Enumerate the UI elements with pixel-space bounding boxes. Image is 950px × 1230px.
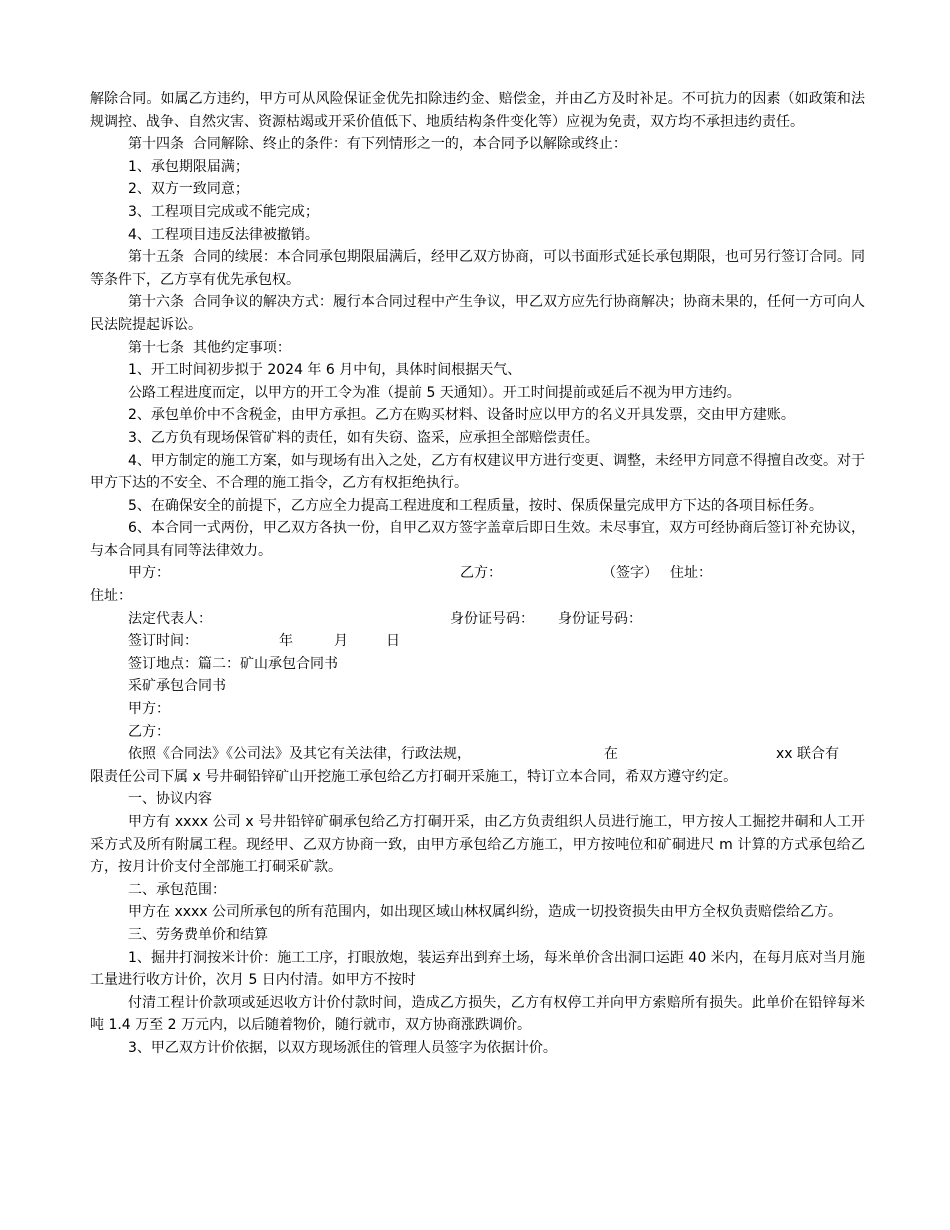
sign-label: （签字） xyxy=(602,565,658,582)
signature-row-address xyxy=(90,585,865,608)
id-number-label: 身份证号码： xyxy=(558,610,642,627)
signature-row-parties xyxy=(90,562,865,585)
contract-page xyxy=(90,88,865,1060)
intro-text: xx 联合有 xyxy=(776,746,840,763)
part2-title: 采矿承包合同书 xyxy=(128,678,226,695)
party-b-label: 乙方： xyxy=(460,565,502,582)
clause-17: 第十七条 其他约定事项： xyxy=(128,339,291,356)
section-heading: 一、协议内容 xyxy=(128,791,212,808)
section-heading: 二、承包范围： xyxy=(128,881,226,898)
section-text: 3、甲乙双方计价依据，以双方现场派住的管理人员签字为依据计价。 xyxy=(128,1039,557,1056)
list-item: 1、承包期限届满； xyxy=(128,158,249,175)
intro-text: 依照《合同法》《公司法》及其它有关法律，行政法规， xyxy=(128,746,471,763)
intro-continued: 限责任公司下属 x 号井硐铅锌矿山开挖施工承包给乙方打硐开采施工，特订立本合同，希双方遵守约定。 xyxy=(90,768,738,785)
list-item: 2、承包单价中不含税金，由甲方承担。乙方在购买材料、设备时应以甲方的名义开具发票，交由甲方建账。 xyxy=(128,407,795,424)
section-text: 甲方在 xxxx 公司所承包的所有范围内，如出现区域山林权属纠纷，造成一切投资损失由甲方全权负责赔偿给乙方。 xyxy=(128,904,843,921)
address-label: 住址： xyxy=(670,565,712,582)
list-item: 1、开工时间初步拟于 2024 年 6 月中旬，具体时间根据天气、 xyxy=(128,362,522,379)
list-item-continued: 公路工程进度而定，以甲方的开工令为准（提前 5 天通知）。开工时间提前或延后不视为甲方违约。 xyxy=(128,384,741,401)
section-text: 付清工程计价款项或延迟收方计价付款时间，造成乙方损失，乙方有权停工并向甲方索赔所有损失。此单价在铅锌每米吨 1.4 万至 2 万元内，以后随着物价，随行就市，双方协商涨跌调价。 xyxy=(90,994,865,1034)
date-label: 签订时间： xyxy=(128,633,198,650)
paragraph: 解除合同。如属乙方违约，甲方可从风险保证金优先扣除违约金、赔偿金，并由乙方及时补足。不可抗力的因素（如政策和法规调控、战争、自然灾害、资源枯竭或开采价值低下、地质结构条件变化等）应视为免责，双方均不承担违约责任。 xyxy=(90,91,865,130)
part2-party-b: 乙方： xyxy=(128,723,170,740)
address-label: 住址： xyxy=(90,588,132,605)
year-label: 年 xyxy=(279,633,293,650)
month-label: 月 xyxy=(334,633,348,650)
day-label: 日 xyxy=(386,633,400,650)
legal-rep-label: 法定代表人： xyxy=(128,610,212,627)
list-item: 2、双方一致同意； xyxy=(128,181,249,198)
part2-party-a: 甲方： xyxy=(128,701,170,718)
clause-15: 第十五条 合同的续展：本合同承包期限届满后，经甲乙双方协商，可以书面形式延长承包期限，也可另行签订合同。同等条件下，乙方享有优先承包权。 xyxy=(90,249,865,288)
clause-16: 第十六条 合同争议的解决方式：履行本合同过程中产生争议，甲乙双方应先行协商解决；协商未果的，任何一方可向人民法院提起诉讼。 xyxy=(90,294,865,333)
section-text: 甲方有 xxxx 公司 x 号井铅锌矿硐承包给乙方打硐开采，由乙方负责组织人员进行施工，甲方按人工掘挖井硐和人工开采方式及所有附属工程。现经甲、乙双方协商一致，由甲方承包给乙方施工，甲方按吨位和矿硐进尺 m 计算的方式承包给乙方，按月计价支付全部施工打硐采矿款。 xyxy=(90,814,865,876)
signature-row-legal xyxy=(90,608,865,631)
section-heading: 三、劳务费单价和结算 xyxy=(128,926,268,943)
list-item: 5、在确保安全的前提下，乙方应全力提高工程进度和工程质量，按时、保质保量完成甲方下达的各项目标任务。 xyxy=(128,497,823,514)
intro-line xyxy=(90,743,865,766)
list-item: 6、本合同一式两份，甲乙双方各执一份，自甲乙双方签字盖章后即日生效。未尽事宜，双方可经协商后签订补充协议，与本合同具有同等法律效力。 xyxy=(90,520,865,559)
signing-place: 签订地点：篇二：矿山承包合同书 xyxy=(128,655,338,672)
list-item: 4、甲方制定的施工方案，如与现场有出入之处，乙方有权建议甲方进行变更、调整，未经甲方同意不得擅自改变。对于甲方下达的不安全、不合理的施工指令，乙方有权拒绝执行。 xyxy=(90,452,865,492)
list-item: 3、乙方负有现场保管矿料的责任，如有失窃、盗采，应承担全部赔偿责任。 xyxy=(128,429,599,446)
id-number-label: 身份证号码： xyxy=(450,610,534,627)
party-a-label: 甲方： xyxy=(128,565,170,582)
clause-14: 第十四条 合同解除、终止的条件：有下列情形之一的，本合同予以解除或终止： xyxy=(128,136,627,153)
list-item: 4、工程项目违反法律被撤销。 xyxy=(128,226,319,243)
signature-row-date xyxy=(90,630,865,653)
intro-text: 在 xyxy=(604,746,618,763)
section-text: 1、掘井打洞按米计价：施工工序，打眼放炮，装运弃出到弃土场，每米单价含出洞口运距 40 米内，在每月底对当月施工量进行收方计价，次月 5 日内付清。如甲方不按时 xyxy=(90,949,865,989)
list-item: 3、工程项目完成或不能完成； xyxy=(128,203,319,220)
